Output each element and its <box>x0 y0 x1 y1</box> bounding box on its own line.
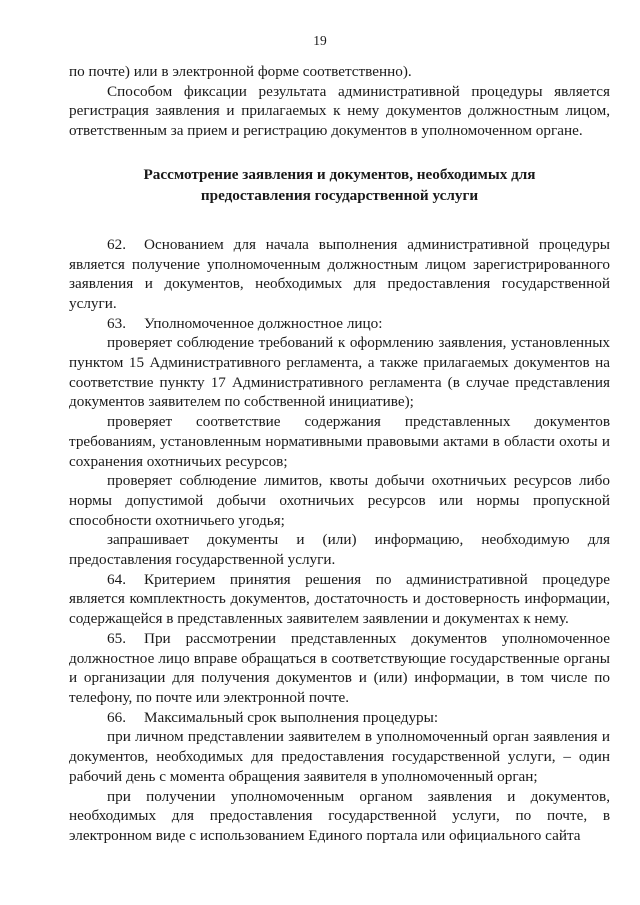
paragraph-63 <box>69 314 610 334</box>
paragraph-65-text: При рассмотрении представленных документов уполномоченное должностное лицо вправе обращаться в соответствующие государственные органы и организации для получения документов и (или) информации, в том числе по телефону, по почте или электронной почте. <box>69 629 610 706</box>
paragraph-65 <box>69 629 610 708</box>
paragraph-number-65: 65. <box>107 629 126 647</box>
paragraph-number-66: 66. <box>107 708 126 726</box>
paragraph-63-text: Уполномоченное должностное лицо: <box>144 314 383 332</box>
section-heading-line-2: предоставления государственной услуги <box>200 186 479 204</box>
paragraph-62 <box>69 235 610 314</box>
page-number: 19 <box>313 33 327 48</box>
paragraph-number-62: 62. <box>107 235 126 253</box>
page-content <box>69 62 610 846</box>
paragraph-continuation: по почте) или в электронной форме соответственно). <box>69 63 412 80</box>
section-heading-line-1: Рассмотрение заявления и документов, необходимых для <box>143 165 536 183</box>
paragraph-66-text: Максимальный срок выполнения процедуры: <box>144 708 439 726</box>
paragraph-66 <box>69 708 610 728</box>
paragraph-66-sub-1: при личном представлении заявителем в уполномоченный орган заявления и документов, необходимых для предоставления государственной услуги, – один рабочий день с момента обращения заявителя в уполномоченный орган; <box>69 728 610 785</box>
paragraph-63-sub-1: проверяет соблюдение требований к оформлению заявления, установленных пунктом 15 Административного регламента, а также прилагаемых документов на соответствие пункту 17 Административного регламента (в случае представления документов заявителем по собственной инициативе); <box>69 334 610 411</box>
paragraph-63-sub-3: проверяет соблюдение лимитов, квоты добычи охотничьих ресурсов либо нормы допустимой добычи охотничьих ресурсов или нормы пропускной способности охотничьего угодья; <box>69 472 610 529</box>
paragraph-number-63: 63. <box>107 314 126 332</box>
paragraph-66-sub-2: при получении уполномоченным органом заявления и документов, необходимых для предоставления государственной услуги, по почте, в электронном виде с использованием Единого портала или официального сайта <box>69 787 610 844</box>
paragraph-number-64: 64. <box>107 570 126 588</box>
paragraph-64 <box>69 570 610 629</box>
paragraph-62-text: Основанием для начала выполнения административной процедуры является получение уполномоченным должностным лицом зарегистрированного заявления и документов, необходимых для предоставления государственной услуги. <box>69 235 610 312</box>
paragraph-63-sub-4: запрашивает документы и (или) информацию, необходимую для предоставления государственной услуги. <box>69 531 610 569</box>
paragraph-result-fixation: Способом фиксации результата административной процедуры является регистрация заявления и прилагаемых к нему документов должностным лицом, ответственным за прием и регистрацию документов в уполномоченном органе. <box>69 82 610 140</box>
section-heading <box>69 164 610 206</box>
paragraph-63-sub-2: проверяет соответствие содержания представленных документов требованиям, установленным нормативными правовыми актами в области охоты и сохранения охотничьих ресурсов; <box>69 413 610 470</box>
paragraph-64-text: Критерием принятия решения по административной процедуре является комплектность документов, достаточность и достоверность информации, содержащейся в представленных заявителем заявлении и документах к нему. <box>69 570 610 628</box>
